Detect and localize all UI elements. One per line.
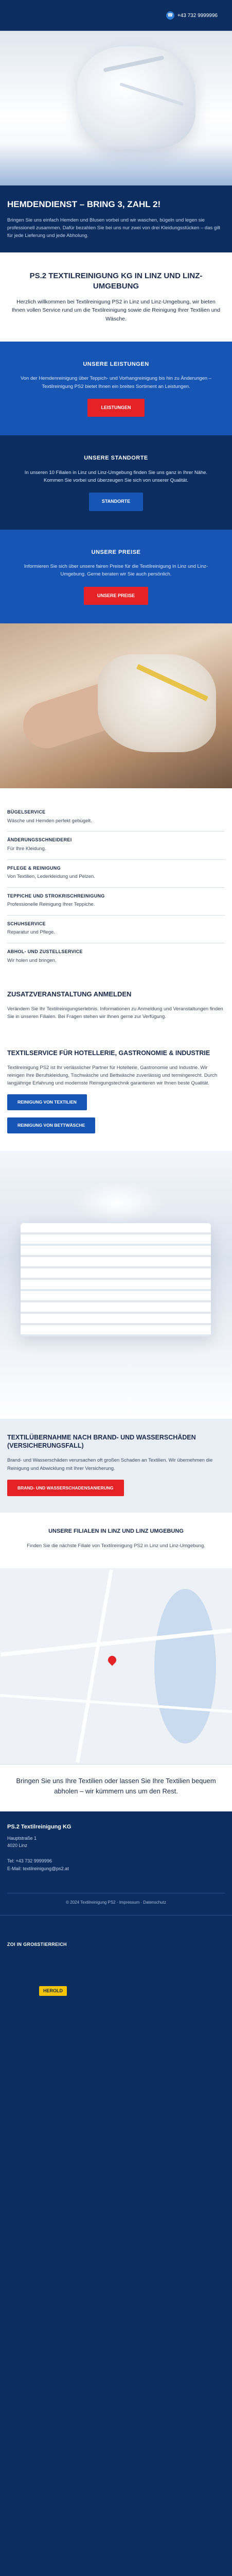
service-title: ABHOL- UND ZUSTELLSERVICE xyxy=(7,949,83,955)
cert-bar xyxy=(0,1915,232,1980)
standorte-button[interactable]: STANDORTE xyxy=(89,493,143,511)
bettwaesche-button[interactable]: REINIGUNG VON BETTWÄSCHE xyxy=(7,1117,95,1133)
tagline-section xyxy=(0,1764,232,1811)
preise-section xyxy=(0,530,232,623)
standorte-text: In unseren 10 Filialen in Linz und Linz-Umgebung finden Sie uns ganz in Ihrer Nähe. Kommen Sie vorbei und überzeugen Sie sich von unserer Qualität. xyxy=(24,469,208,484)
service-item xyxy=(7,943,225,971)
preise-text: Informieren Sie sich über unsere fairen Preise für die Textilreinigung in Linz und Linz-Umgebung. Gerne beraten wir Sie auch persönlich. xyxy=(24,564,208,578)
linen-photo xyxy=(0,1151,232,1419)
service-text: Wir holen und bringen. xyxy=(7,957,57,963)
service-item xyxy=(7,832,225,859)
herold-badge[interactable]: HEROLD xyxy=(39,1986,67,1996)
service-item xyxy=(7,860,225,888)
footer-address: Hauptstraße 1 4020 Linz xyxy=(7,1835,37,1849)
preise-title: UNSERE PREISE xyxy=(91,549,141,555)
standorte-title: UNSERE STANDORTE xyxy=(84,455,148,462)
service-text: Von Textilien, Lederkleidung und Pelzen. xyxy=(7,874,95,880)
fire-text: Brand- und Wasserschäden verursachen oft großen Schaden an Textilien. Wir übernehmen die Reinigung und Abwicklung mit Ihrer Versicherung. xyxy=(7,1458,213,1471)
service-item xyxy=(7,916,225,943)
intro-title: HEMDENDIENST – BRING 3, ZAHL 2! xyxy=(7,199,161,209)
leistungen-section xyxy=(0,342,232,435)
hotels-text: Textilreinigung PS2 ist Ihr verlässlicher Partner für Hotellerie, Gastronomie und Industrie. Wir reinigen Ihre Berufskleidung, Tischwäsche und Bettwäsche zuverlässig und termingerecht. Durch langjährige Erfahrung und modernste Reinigungstechnik garantieren wir Ihnen beste Qualität. xyxy=(7,1064,218,1086)
footer-brand: PS.2 Textilreinigung KG xyxy=(7,1824,72,1831)
leistungen-button[interactable]: LEISTUNGEN xyxy=(87,399,144,417)
intro-text: Bringen Sie uns einfach Hemden und Blusen vorbei und wir waschen, bügeln und legen sie professionell zusammen. Dafür bezahlen Sie bei uns nur zwei von drei Kleidungsstücken – das gilt für jede Lieferung und jede Abholung. xyxy=(7,217,221,239)
filialen-text: Finden Sie die nächste Filiale von Textilreinigung PS2 in Linz und Linz-Umgebung. xyxy=(27,1543,205,1549)
page-background xyxy=(0,2104,232,2576)
footer-spacer xyxy=(0,1980,232,2104)
intro-section xyxy=(0,185,232,252)
service-title: BÜGELSERVICE xyxy=(7,809,46,815)
leistungen-text: Von der Hemdenreinigung über Teppich- und Vorhangreinigung bis hin zu Änderungen – Textilreinigung PS2 bietet Ihnen ein breites Sortiment an Leistungen. xyxy=(20,376,212,389)
hotels-title: TEXTILSERVICE FÜR HOTELLERIE, GASTRONOMIE & INDUSTRIE xyxy=(7,1049,210,1057)
leistungen-title: UNSERE LEISTUNGEN xyxy=(83,361,149,367)
filialen-title: UNSERE FILIALEN IN LINZ UND LINZ UMGEBUNG xyxy=(48,1528,184,1535)
service-title: SCHUHSERVICE xyxy=(7,921,46,926)
service-text: Wäsche und Hemden perfekt gebügelt. xyxy=(7,818,92,824)
service-title: PFLEGE & REINIGUNG xyxy=(7,865,61,871)
service-title: ÄNDERUNGSSCHNEIDEREI xyxy=(7,837,72,843)
welcome-section xyxy=(0,252,232,342)
fire-section xyxy=(0,1419,232,1513)
fire-title: TEXTILÜBERNAHME NACH BRAND- UND WASSERSCHÄDEN (VERSICHERUNGSFALL) xyxy=(7,1433,196,1450)
service-text: Für Ihre Kleidung. xyxy=(7,845,46,852)
service-title: TEPPICHE UND STROKRISCHREINIGUNG xyxy=(7,893,105,899)
services-list xyxy=(0,788,232,981)
preise-button[interactable]: UNSERE PREISE xyxy=(84,587,148,605)
map-pin-icon[interactable] xyxy=(106,1654,118,1666)
service-text: Professionelle Reinigung Ihrer Teppiche. xyxy=(7,902,95,908)
footer-contact[interactable]: Tel: +43 732 9999996 E-Mail: textilreinigung@ps2.at xyxy=(7,1858,69,1871)
phone-icon: ☎ xyxy=(166,11,174,20)
sewing-photo xyxy=(0,623,232,788)
top-bar xyxy=(0,0,232,31)
service-item xyxy=(7,804,225,832)
phone-link[interactable] xyxy=(166,11,218,20)
standorte-section xyxy=(0,435,232,529)
service-text: Reparatur und Pflege. xyxy=(7,929,55,936)
info-text: Verändern Sie Ihr Textilreinigungserlebnis. Informationen zu Anmeldung und Veranstaltungen finden Sie in unseren Filialen. Bei Fragen stehen wir Ihnen gerne zur Verfügung. xyxy=(7,1006,223,1020)
filialen-section xyxy=(0,1513,232,1568)
fire-button[interactable]: BRAND- UND WASSERSCHADENSANIERUNG xyxy=(7,1480,124,1497)
textilien-button[interactable]: REINIGUNG VON TEXTILIEN xyxy=(7,1094,87,1110)
cert-text: ZOI IN GROßSTIERREICH xyxy=(7,1942,67,1947)
footer xyxy=(0,1811,232,1915)
location-map[interactable] xyxy=(0,1568,232,1764)
info-title: ZUSATZVERANSTALTUNG ANMELDEN xyxy=(7,990,132,998)
welcome-text: Herzlich willkommen bei Textilreinigung PS2 in Linz und Linz-Umgebung, wir bieten Ihnen vollen Service rund um die Textilreinigung sowie die Reinigung Ihrer Textilien und Wäsche. xyxy=(11,299,221,322)
footer-copyright: © 2024 Textilreinigung PS2 · Impressum · Datenschutz xyxy=(7,1893,225,1906)
tagline-text: Bringen Sie uns Ihre Textilien oder lassen Sie Ihre Textilien bequem abholen – wir kümmern uns um den Rest. xyxy=(16,1777,216,1795)
phone-number: +43 732 9999996 xyxy=(177,12,218,19)
service-item xyxy=(7,888,225,916)
hero-image xyxy=(0,31,232,185)
info-section xyxy=(0,981,232,1035)
hotels-section xyxy=(0,1036,232,1151)
welcome-title: PS.2 TEXTILREINIGUNG KG IN LINZ UND LINZ-UMGEBUNG xyxy=(29,271,203,291)
